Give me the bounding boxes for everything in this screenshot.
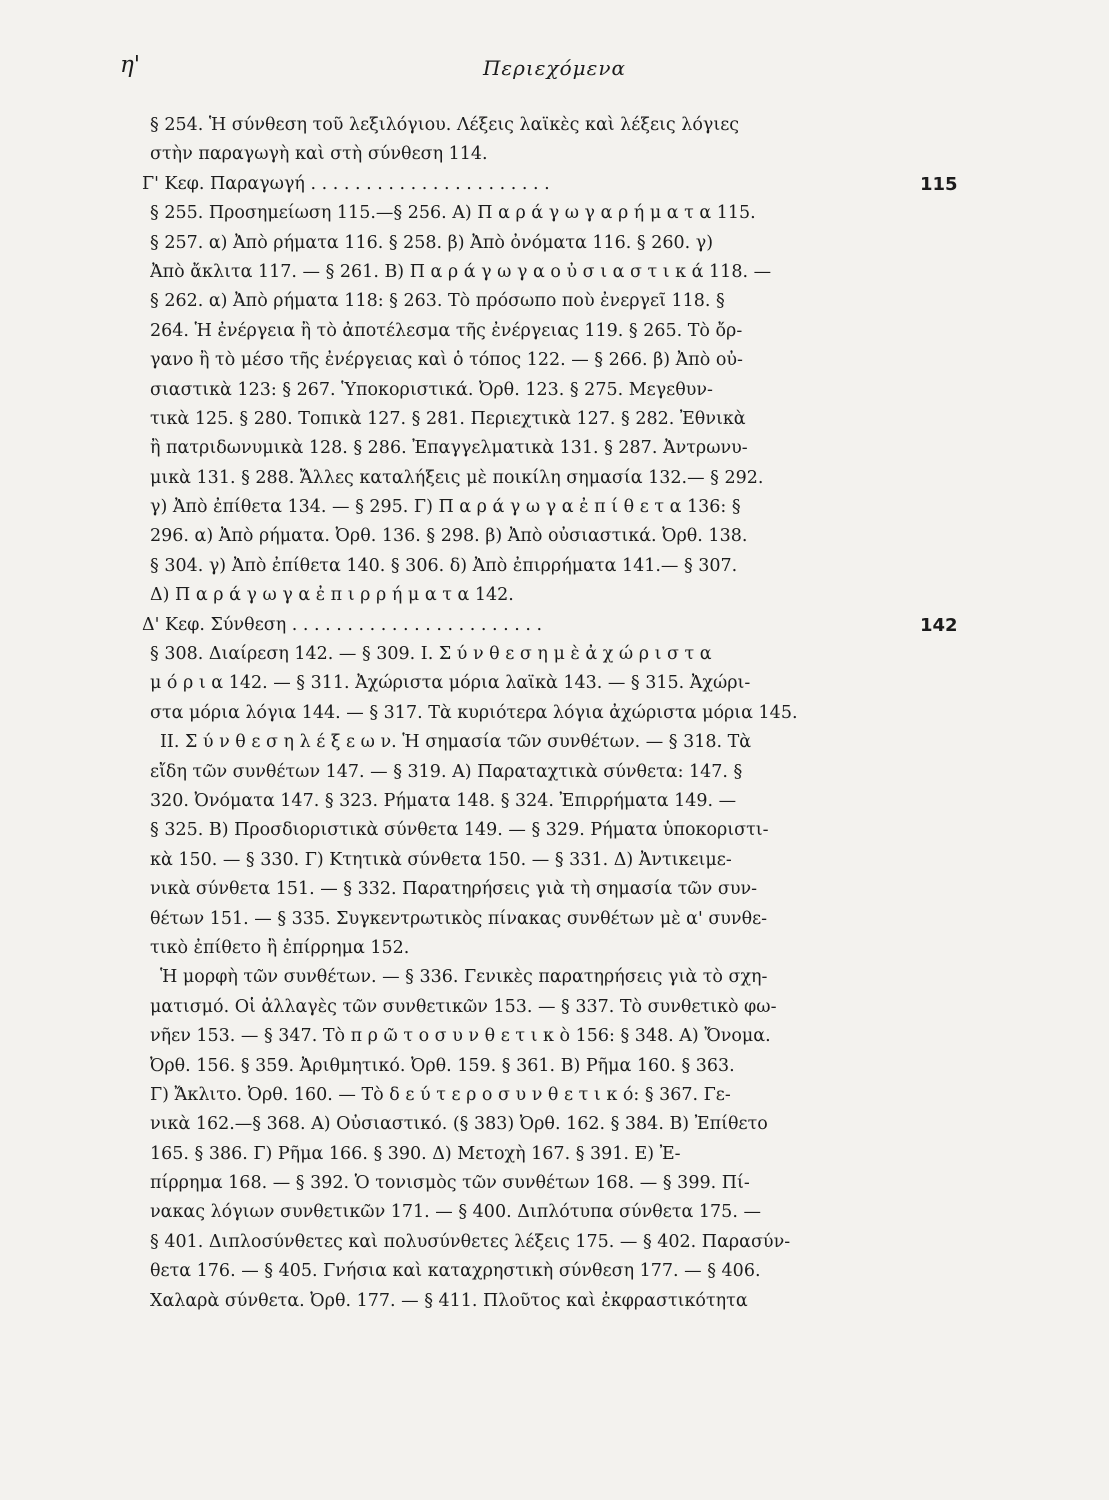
chapter-heading-title: Γ' Κεφ. Παραγωγή . . . . . . . . . . . . . . . . . . . . . . [142,173,550,194]
toc-line: § 255. Προσημείωση 115.—§ 256. Α) Π α ρ ά γ ω γ α ρ ή μ α τ α 115. [150,203,756,224]
toc-line: μικὰ 131. § 288. Ἄλλες καταλήξεις μὲ ποικίλη σημασία 132.— § 292. [150,467,764,488]
chapter-heading-title: Δ' Κεφ. Σύνθεση . . . . . . . . . . . . . . . . . . . . . . . [142,614,543,635]
toc-line: Δ) Π α ρ ά γ ω γ α ἐ π ι ρ ρ ή μ α τ α 142. [150,585,514,606]
toc-line: § 401. Διπλοσύνθετες καὶ πολυσύνθετες λέξεις 175. — § 402. Παρασύν- [150,1231,791,1252]
toc-line: νακας λόγιων συνθετικῶν 171. — § 400. Διπλότυπα σύνθετα 175. — [150,1202,761,1223]
toc-line: γανο ἢ τὸ μέσο τῆς ἐνέργειας καὶ ὁ τόπος 122. — § 266. β) Ἀπὸ οὐ- [150,350,743,371]
toc-line: § 262. α) Ἀπὸ ρήματα 118: § 263. Τὸ πρόσωπο ποὺ ἐνεργεῖ 118. § [150,291,725,312]
toc-line: εἴδη τῶν συνθέτων 147. — § 319. Α) Παραταχτικὰ σύνθετα: 147. § [150,761,743,782]
table-of-contents [142,111,958,1316]
toc-line: γ) Ἀπὸ ἐπίθετα 134. — § 295. Γ) Π α ρ ά γ ω γ α ἐ π ί θ ε τ α 136: § [150,497,741,518]
toc-line: Χαλαρὰ σύνθετα. Ὀρθ. 177. — § 411. Πλοῦτος καὶ ἐκφραστικότητα [150,1290,748,1311]
toc-line: 165. § 386. Γ) Ρῆμα 166. § 390. Δ) Μετοχὴ 167. § 391. Ε) Ἐ- [150,1143,681,1164]
toc-line: Ὀρθ. 156. § 359. Ἀριθμητικό. Ὀρθ. 159. § 361. Β) Ρῆμα 160. § 363. [150,1055,735,1076]
toc-line: κὰ 150. — § 330. Γ) Κτητικὰ σύνθετα 150. — § 331. Δ) Ἀντικειμε- [150,849,732,870]
toc-line: ἢ πατριδωνυμικὰ 128. § 286. Ἐπαγγελματικὰ 131. § 287. Ἀντρωνυ- [150,438,748,459]
toc-line: Ἡ μορφὴ τῶν συνθέτων. — § 336. Γενικὲς παρατηρήσεις γιὰ τὸ σχη- [160,967,768,988]
toc-line: 296. α) Ἀπὸ ρήματα. Ὀρθ. 136. § 298. β) Ἀπὸ οὐσιαστικά. Ὀρθ. 138. [150,526,748,547]
toc-line: στὴν παραγωγὴ καὶ στὴ σύνθεση 114. [150,144,488,165]
toc-line: πίρρημα 168. — § 392. Ὁ τονισμὸς τῶν συνθέτων 168. — § 399. Πί- [150,1173,750,1194]
toc-line: νῆεν 153. — § 347. Τὸ π ρ ῶ τ ο σ υ ν θ ε τ ι κ ὸ 156: § 348. Α) Ὄνομα. [150,1026,771,1047]
toc-line: τικὸ ἐπίθετο ἢ ἐπίρρημα 152. [150,937,410,958]
toc-line: Ἀπὸ ἄκλιτα 117. — § 261. Β) Π α ρ ά γ ω γ α ο ὐ σ ι α σ τ ι κ ά 118. — [150,261,772,282]
page-title: Περιεχόμενα [482,56,627,80]
chapter-heading [142,170,958,199]
chapter-heading [142,611,958,640]
page-number: η' [120,52,141,78]
toc-line: 320. Ὀνόματα 147. § 323. Ρήματα 148. § 324. Ἐπιρρήματα 149. — [150,790,737,811]
chapter-page-number: 142 [920,614,958,636]
toc-line: νικὰ 162.—§ 368. Α) Οὐσιαστικό. (§ 383) Ὀρθ. 162. § 384. Β) Ἐπίθετο [150,1114,768,1135]
toc-line: § 304. γ) Ἀπὸ ἐπίθετα 140. § 306. δ) Ἀπὸ ἐπιρρήματα 141.— § 307. [150,555,738,576]
toc-line: στα μόρια λόγια 144. — § 317. Τὰ κυριότερα λόγια ἀχώριστα μόρια 145. [150,702,798,723]
chapter-page-number: 115 [920,173,958,195]
toc-line: νικὰ σύνθετα 151. — § 332. Παρατηρήσεις γιὰ τὴ σημασία τῶν συν- [150,879,758,900]
toc-line: § 254. Ἡ σύνθεση τοῦ λεξιλόγιου. Λέξεις λαϊκὲς καὶ λέξεις λόγιες [150,115,740,135]
toc-line: Γ) Ἄκλιτο. Ὀρθ. 160. — Τὸ δ ε ύ τ ε ρ ο σ υ ν θ ε τ ι κ ό: § 367. Γε- [150,1084,731,1105]
toc-line: 264. Ἡ ἐνέργεια ἢ τὸ ἀποτέλεσμα τῆς ἐνέργειας 119. § 265. Τὸ ὄρ- [150,320,743,341]
toc-line: § 257. α) Ἀπὸ ρήματα 116. § 258. β) Ἀπὸ ὀνόματα 116. § 260. γ) [150,232,714,253]
toc-line: ματισμό. Οἱ ἀλλαγὲς τῶν συνθετικῶν 153. — § 337. Τὸ συνθετικὸ φω- [150,996,777,1017]
toc-line: μ ό ρ ι α 142. — § 311. Ἀχώριστα μόρια λαϊκὰ 143. — § 315. Ἀχώρι- [150,673,751,694]
toc-line: σιαστικὰ 123: § 267. Ὑποκοριστικά. Ὀρθ. 123. § 275. Μεγεθυν- [150,379,713,400]
toc-line: θέτων 151. — § 335. Συγκεντρωτικὸς πίνακας συνθέτων μὲ α' συνθε- [150,908,768,929]
toc-line: τικὰ 125. § 280. Τοπικὰ 127. § 281. Περιεχτικὰ 127. § 282. Ἐθνικὰ [150,408,746,429]
toc-line: § 308. Διαίρεση 142. — § 309. Ι. Σ ύ ν θ ε σ η μ ὲ ἀ χ ώ ρ ι σ τ α [150,644,712,665]
toc-line: § 325. Β) Προσδιοριστικὰ σύνθετα 149. — § 329. Ρήματα ὑποκοριστι- [150,820,769,841]
toc-line: θετα 176. — § 405. Γνήσια καὶ καταχρηστικὴ σύνθεση 177. — § 406. [150,1261,761,1282]
toc-line: ΙΙ. Σ ύ ν θ ε σ η λ έ ξ ε ω ν. Ἡ σημασία τῶν συνθέτων. — § 318. Τὰ [160,732,752,753]
